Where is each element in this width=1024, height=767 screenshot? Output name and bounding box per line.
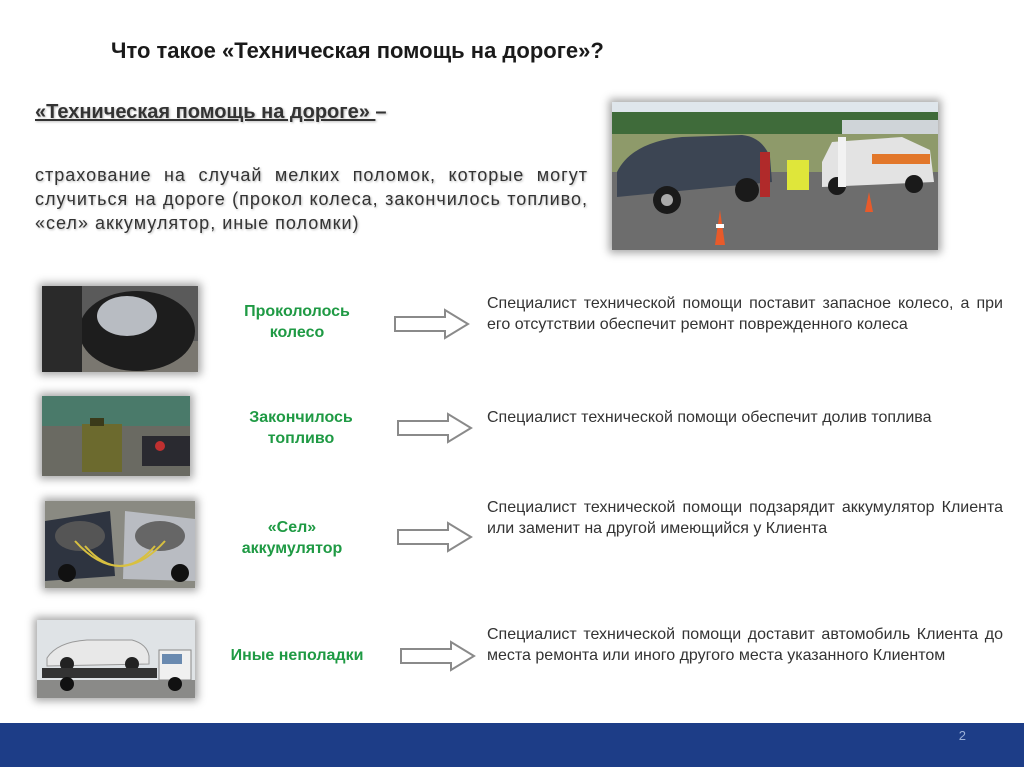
item-description-flat-tire: Специалист технической помощи поставит запасное колесо, а при его отсутствии обеспечит ремонт поврежденного колеса bbox=[487, 295, 1003, 333]
fuel-canister-photo bbox=[42, 396, 190, 476]
battery-jumpstart-photo bbox=[45, 501, 195, 588]
flat-tire-photo bbox=[42, 286, 198, 372]
item-description-other-issues: Специалист технической помощи доставит автомобиль Клиента до места ремонта или иного другого места указанного Клиентом bbox=[487, 626, 1003, 664]
definition-text: страхование на случай мелких поломок, которые могут случиться на дороге (прокол колеса, закончилось топливо, «сел» аккумулятор, иные поломки) bbox=[35, 165, 588, 233]
footer-bar bbox=[0, 723, 1024, 767]
arrow-right-icon bbox=[399, 640, 477, 672]
item-label-flat-tire: Прокололось колесо bbox=[244, 303, 350, 341]
item-description-dead-battery: Специалист технической помощи подзарядит аккумулятор Клиента или заменит на другой имеющийся у Клиента bbox=[487, 499, 1003, 537]
item-label-out-of-fuel: Закончилось топливо bbox=[249, 409, 353, 447]
item-label-other-issues: Иные неполадки bbox=[230, 647, 364, 664]
definition-term-text: «Техническая помощь на дороге» bbox=[35, 101, 376, 123]
item-description-out-of-fuel: Специалист технической помощи обеспечит долив топлива bbox=[487, 409, 932, 426]
arrow-right-icon bbox=[396, 412, 474, 444]
tow-truck-photo bbox=[37, 620, 195, 698]
arrow-right-icon bbox=[396, 521, 474, 553]
definition-term bbox=[35, 101, 387, 124]
item-label-dead-battery: «Сел» аккумулятор bbox=[241, 519, 343, 557]
arrow-right-icon bbox=[393, 308, 471, 340]
page-title: Что такое «Техническая помощь на дороге»? bbox=[111, 38, 604, 63]
definition-dash: – bbox=[375, 101, 387, 123]
page-number: 2 bbox=[958, 728, 966, 743]
roadside-assistance-photo bbox=[612, 102, 938, 250]
